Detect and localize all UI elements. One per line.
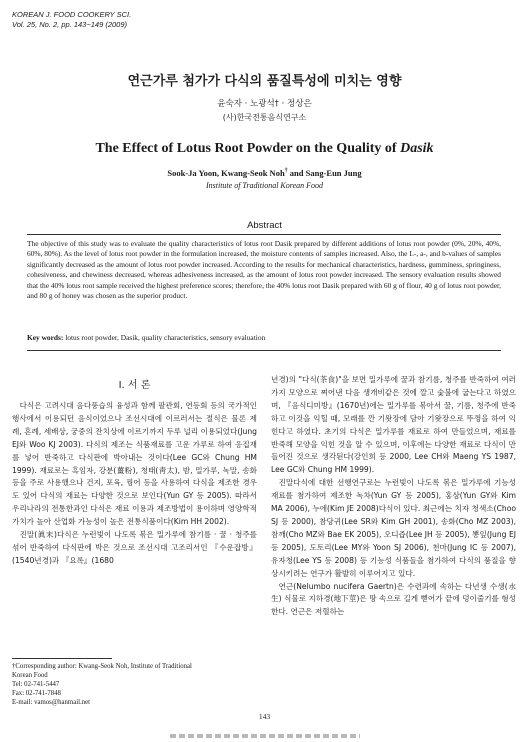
korean-affiliation: (사)한국전통음식연구소 xyxy=(222,113,307,122)
abstract-bottom-rule xyxy=(27,350,501,351)
section-heading-introduction: I. 서 론 xyxy=(118,380,151,391)
english-affiliation: Institute of Traditional Korean Food xyxy=(205,181,324,190)
bottom-footer-strip xyxy=(170,734,360,738)
right-column xyxy=(271,374,516,619)
footnote-email: E-mail: vamos@hanmail.net xyxy=(12,699,90,706)
footnote-line: †Corresponding author: Kwang-Seok Noh, Institute of Traditional xyxy=(12,663,192,670)
abstract-top-rule xyxy=(27,234,501,235)
english-authors xyxy=(0,168,529,178)
journal-name: KOREAN J. FOOD COOKERY SCI. xyxy=(12,10,132,19)
english-authors-part1: Sook-Ja Yoon, Kwang-Seok Noh xyxy=(167,168,285,178)
footnote xyxy=(12,662,262,707)
left-column xyxy=(12,400,257,568)
footnote-tel: Tel: 02-741-5447 xyxy=(12,681,60,688)
right-paragraph: 년경)의 "다식(茶食)"을 보면 밀가루에 꿀과 참기름, 청주를 반죽하여 여러 가지 모양으로 쪄어낸 다음 생개비같은 것에 깔고 숯불에 굽는다고 하였으며, 『음식디미방』(1670년)에는 밀가루를 볶아서 꿀, 기름, 청주에 반죽하고 이것을 익힐 때, 모래를 깐 기왓장에 담아 기왓장으로 뚜껑을 하여 익힌다고 하였다. 초기의 다식은 밀가루를 재료로 하여 만들었으며, 재료를 반죽해 모양을 익힌 것을 알 수 있으며, 이후에는 다양한 재료로 다식이 만들어진 것으로 생각된다(강인희 등 2000, Lee CH와 Maeng YS 1987, Lee GC와 Chung HM 1999). xyxy=(271,375,516,475)
abstract-text: The objective of this study was to evaluate the quality characteristics of lotus root Dasik prepared by different additions of lotus root powder (0%, 20%, 40%, 60%, 80%). As the level of lotus root powder in the formulation increased, the moisture contents of samples increased. Also, the L-, a-, and b-values of samples significantly decreased as the amount of lotus root powder increased. According to the results for mechanical characteristics, hardness, gumminess, springiness, cohesiveness, and chewiness decreased, whereas adhesiveness increased, as the amount of lotus root powder increased. The sensory evaluation results showed that the 40% lotus root sample received the highest preference scores; therefore, the 40% lotus root Dasik prepared with 60 g of flour, 40 g of lotus root powder, and 80 g of honey was chosen as the superior product. xyxy=(27,239,501,301)
left-paragraph: 다식은 고려시대 음다풍습의 융성과 함께 팔관회, 연등회 등의 국가적인 행사에서 이용되던 음식이었으나 조선시대에 이르러서는 절식은 물론 제례, 혼례, 세배상, 궁중의 잔치상에 이르기까지 두루 널리 이용되었다(Jung EJ와 Woo KJ 2003). 다식의 제조는 식품재료를 고운 가루로 하여 응집재를 넣어 반죽하고 다식판에 박아내는 것이다(Lee GC와 Chung HM 1999). 재료로는 흑임자, 강분(薑粉), 청태(靑太), 밤, 밀가루, 녹말, 송화 등을 주로 사용했으나 건지, 포육, 꿩어 등을 사용하여 다식을 제조한 경우도 있어 다식의 재료는 다양한 것으로 보인다(Yun GY 등 2005). 따라서 우리나라의 전통한과인 다식은 재료 이용과 제조방법이 용이하며 영양학적 가치가 높아 산업화 가능성이 높은 전통식품이다(Kim HH 2002). xyxy=(12,401,257,527)
english-title xyxy=(0,141,529,157)
footnote-fax: Fax: 02-741-7848 xyxy=(12,690,61,697)
keywords-label: Key words: xyxy=(27,333,64,342)
english-title-italic: Dasik xyxy=(400,141,434,156)
abstract-heading: Abstract xyxy=(247,220,282,231)
left-paragraph: 진말(眞末)다식은 누런빛이 나도록 볶은 밀가루에 참기름 · 꿀 · 청주를 섞어 반죽하여 다식판에 박은 것으로 조선시대 고조리서인 『수운잡방』(1540년경)과 『요록』(1680 xyxy=(12,530,257,565)
corresponding-mark: † xyxy=(284,168,288,175)
korean-title: 연근가루 첨가가 다식의 품질특성에 미치는 영향 xyxy=(127,74,402,89)
footnote-rule xyxy=(12,658,112,659)
journal-volume: Vol. 25, No. 2, pp. 143~149 (2009) xyxy=(12,20,128,29)
page-number: 143 xyxy=(258,712,271,721)
keywords xyxy=(27,333,501,342)
right-paragraph: 진말다식에 대한 선행연구로는 누런빛이 나도록 볶은 밀가루에 기능성 재료를 첨가하여 제조한 녹차(Yun GY 등 2005), 홍삼(Yun GY와 Kim MA 2006), 누에(Kim JE 2008)다식이 있다. 최근에는 치자 청색소(Choo SJ 등 2000), 참당귀(Lee SR와 Kim GH 2001), 송화(Cho MZ 2003), 참깨(Cho MZ와 Bae EK 2005), 오디즙(Lee JH 등 2005), 뽕잎(Jung EJ 등 2005), 도토리(Lee MY와 Yoon SJ 2006), 천마(Jung IC 등 2007), 유자청(Lee YS 등 2008) 등 기능성 식품들을 첨가하여 다식의 품질을 향상시키려는 연구가 활발히 이루어지고 있다. xyxy=(271,478,516,578)
right-paragraph: 연근(Nelumbo nucifera Gaertn)은 수련과에 속하는 다년생 수생(水生) 식물로 지하경(地下莖)은 땅 속으로 길게 뻗어가 끝에 덩이줄기를 형성한다. 연근은 저혈하는 xyxy=(271,581,516,617)
english-authors-part2: and Sang-Eun Jung xyxy=(287,168,362,178)
korean-authors: 윤숙자 · 노광석† · 정상은 xyxy=(217,99,312,109)
journal-header xyxy=(12,10,131,30)
keywords-text: lotus root powder, Dasik, quality characteristics, sensory evaluation xyxy=(63,333,266,342)
abstract-body xyxy=(27,239,501,301)
english-title-text: The Effect of Lotus Root Powder on the Quality of xyxy=(95,141,401,156)
footnote-line: Korean Food xyxy=(12,672,48,679)
